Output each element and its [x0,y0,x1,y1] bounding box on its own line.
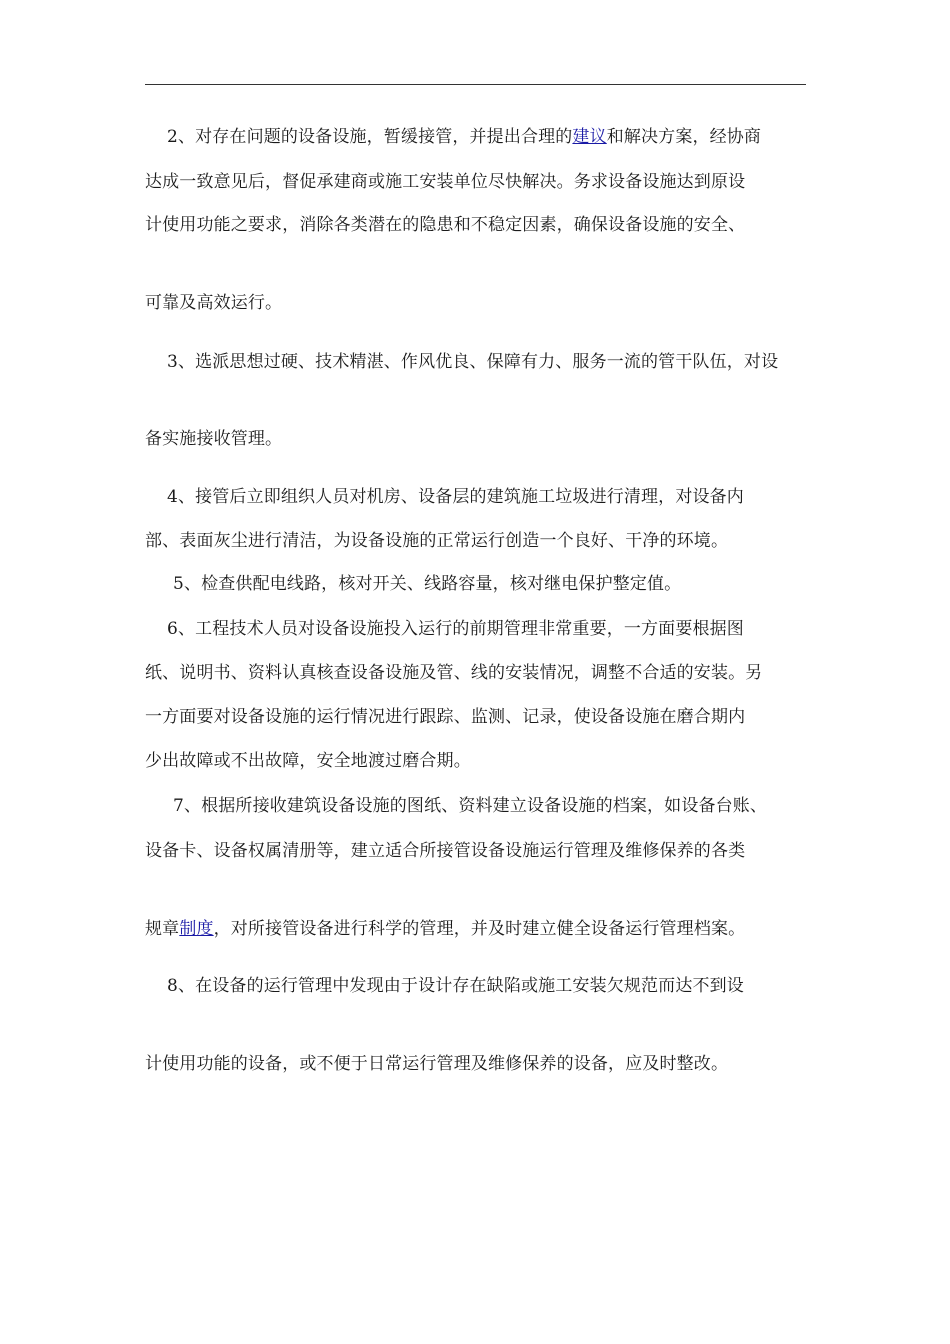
text-line [145,1053,825,1075]
text-line [145,662,825,684]
text-line [145,486,847,508]
text-line [145,918,825,940]
text-run: 和解决方案，经协商 [606,127,762,147]
text-run: 2、对存在问题的设备设施，暂缓接管，并提出合理的 [167,127,573,147]
hyperlink[interactable]: 制度 [179,919,214,939]
text-line [145,214,825,236]
text-run: 设备卡、设备权属清册等，建立适合所接管设备设施运行管理及维修保养的各类 [145,841,746,861]
text-run: 8、在设备的运行管理中发现由于设计存在缺陷或施工安装欠规范而达不到设 [167,976,744,996]
text-line [145,530,825,552]
text-line [145,750,825,772]
text-run: 达成一致意见后，督促承建商或施工安装单位尽快解决。务求设备设施达到原设 [145,172,746,192]
text-line [145,126,847,148]
text-line [145,292,825,314]
text-line [145,975,847,997]
text-run: 纸、说明书、资料认真核查设备设施及管、线的安装情况，调整不合适的安装。另 [145,663,763,683]
text-line [145,573,853,595]
text-line [145,706,825,728]
text-run: 6、工程技术人员对设备设施投入运行的前期管理非常重要，一方面要根据图 [167,619,744,639]
text-run: 计使用功能的设备，或不便于日常运行管理及维修保养的设备，应及时整改。 [145,1054,729,1074]
text-run: 7、根据所接收建筑设备设施的图纸、资料建立设备设施的档案，如设备台账、 [173,796,768,816]
header-rule [145,84,806,85]
text-run: 3、选派思想过硬、技术精湛、作风优良、保障有力、服务一流的管干队伍，对设 [167,352,779,372]
text-run: 部、表面灰尘进行清洁，为设备设施的正常运行创造一个良好、干净的环境。 [145,531,729,551]
text-run: 备实施接收管理。 [145,429,283,449]
text-run: ，对所接管设备进行科学的管理，并及时建立健全设备运行管理档案。 [213,919,746,939]
text-line [145,795,853,817]
text-line [145,618,847,640]
text-run: 少出故障或不出故障，安全地渡过磨合期。 [145,751,471,771]
text-run: 计使用功能之要求，消除各类潜在的隐患和不稳定因素，确保设备设施的安全、 [145,215,746,235]
text-line [145,840,825,862]
text-run: 可靠及高效运行。 [145,293,283,313]
hyperlink[interactable]: 建议 [572,127,607,147]
text-line [145,171,825,193]
text-run: 规章 [145,919,180,939]
text-run: 一方面要对设备设施的运行情况进行跟踪、监测、记录，使设备设施在磨合期内 [145,707,746,727]
text-run: 4、接管后立即组织人员对机房、设备层的建筑施工垃圾进行清理，对设备内 [167,487,744,507]
text-run: 5、检查供配电线路，核对开关、线路容量，核对继电保护整定值。 [173,574,682,594]
text-line [145,351,847,373]
text-line [145,428,825,450]
